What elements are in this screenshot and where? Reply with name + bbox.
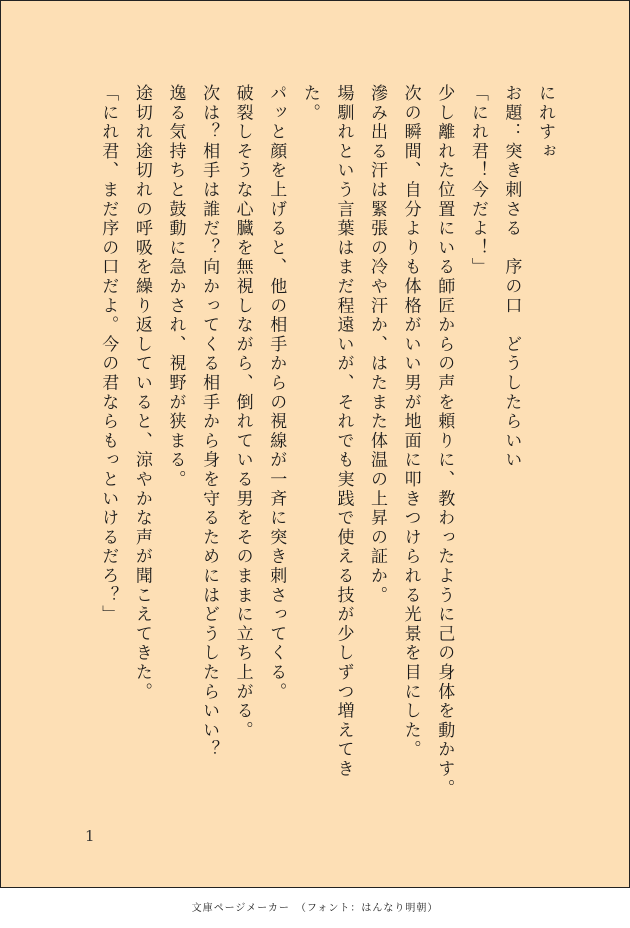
text-line: お題：突き刺さる 序の口 どうしたらいい — [501, 84, 522, 470]
text-line: 次は？相手は誰だ？向かってくる相手から身を守るためにはどうしたらいい？ — [199, 84, 220, 760]
text-line: 場馴れという言葉はまだ程遠いが、それでも実践で使える技が少しずつ増えてき — [333, 84, 354, 779]
text-line: 逸る気持ちと鼓動に急かされ、視野が狭まる。 — [165, 84, 186, 490]
text-line: 次の瞬間、自分よりも体格がいい男が地面に叩きつけられる光景を目にした。 — [400, 84, 421, 760]
text-line: パッと顔を上げると、他の相手からの視線が一斉に突き刺さってくる。 — [266, 84, 287, 702]
text-line: 破裂しそうな心臓を無視しながら、倒れている男をそのままに立ち上がる。 — [232, 84, 253, 741]
text-line: 「にれ君、まだ序の口だよ。今の君ならもっといけるだろ？」 — [98, 84, 119, 625]
page-number: 1 — [85, 827, 95, 845]
text-line: 少し離れた位置にいる師匠からの声を頼りに、教わったように己の身体を動かす。 — [434, 84, 455, 799]
text-line: 「にれ君！今だよ！」 — [467, 84, 488, 277]
text-line: 途切れ途切れの呼吸を繰り返していると、涼やかな声が聞こえてきた。 — [131, 84, 152, 702]
text-line: にれすぉ — [535, 84, 555, 162]
text-line: た。 — [299, 84, 320, 123]
text-line: 滲み出る汗は緊張の冷や汗か、はたまた体温の上昇の証か。 — [367, 84, 388, 606]
vertical-text-body — [91, 84, 561, 864]
footer-credit: 文庫ページメーカー （フォント：はんなり明朝） — [191, 903, 439, 914]
